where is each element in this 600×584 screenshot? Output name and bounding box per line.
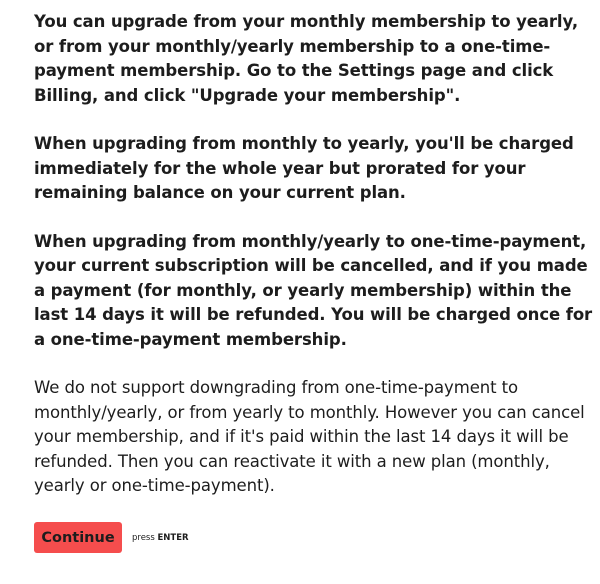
paragraph-monthly-to-yearly: When upgrading from monthly to yearly, you'll be charged immediately for the whole year but prorated for your remaining balance on your current plan. [34, 134, 574, 202]
paragraph-upgrade-options: You can upgrade from your monthly membership to yearly, or from your monthly/yearly membership to a one-time-payment membership. Go to the Settings page and click Billing, and click "Upgrade your membership". [34, 12, 579, 105]
message-body [34, 10, 594, 499]
spacer [34, 206, 594, 230]
spacer [34, 352, 594, 376]
action-bar [34, 522, 189, 553]
hint-prefix: press [132, 532, 155, 543]
spacer [34, 108, 594, 132]
hint-key: ENTER [157, 532, 189, 543]
continue-button[interactable]: Continue [34, 522, 122, 553]
paragraph-downgrade-policy: We do not support downgrading from one-time-payment to monthly/yearly, or from yearly to monthly. However you can cancel your membership, and if it's paid within the last 14 days it will be refunded. Then you can reactivate it with a new plan (monthly, yearly or one-time-payment). [34, 378, 585, 495]
keyboard-hint [132, 533, 189, 543]
paragraph-to-one-time-payment: When upgrading from monthly/yearly to one-time-payment, your current subscription will be cancelled, and if you made a payment (for monthly, or yearly membership) within the last 14 days it will be refunded. You will be charged once for a one-time-payment membership. [34, 231, 593, 349]
